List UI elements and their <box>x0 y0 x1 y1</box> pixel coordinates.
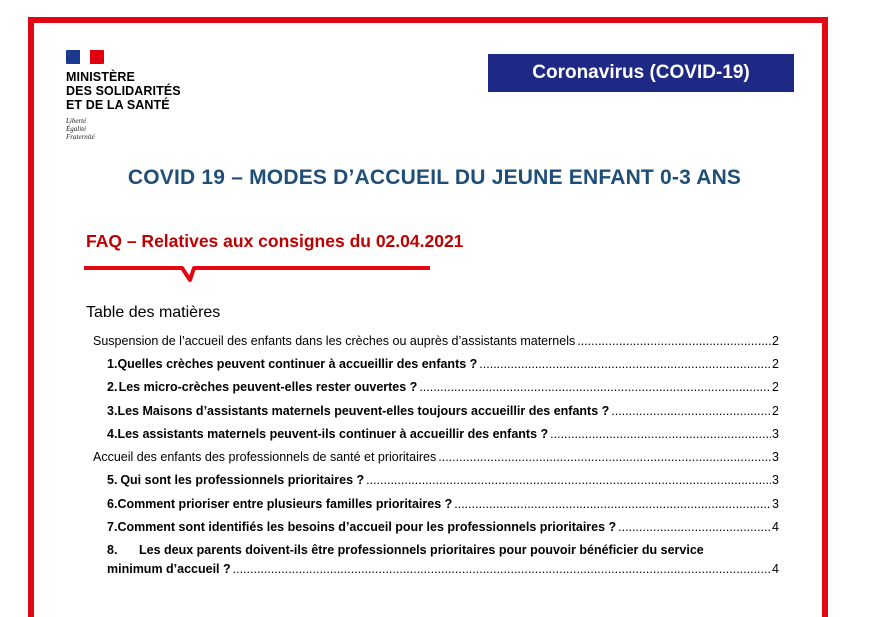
ministry-line: DES SOLIDARITÉS <box>66 84 181 98</box>
toc-entry-text: minimum d’accueil ? <box>107 562 231 576</box>
toc-leader <box>577 333 771 349</box>
toc-item[interactable] <box>107 472 779 488</box>
toc-entry-text: Comment sont identifiés les besoins d’accueil pour les professionnels prioritaires ? <box>117 520 617 534</box>
toc-leader <box>438 449 771 465</box>
republic-motto <box>66 117 181 141</box>
toc-page-number: 2 <box>772 334 779 348</box>
toc-section[interactable] <box>93 333 779 349</box>
marianne-flag-icon <box>66 48 181 66</box>
toc-item-number: 7. <box>107 520 118 534</box>
toc-section[interactable] <box>93 449 779 465</box>
toc-item-continuation[interactable] <box>107 561 779 577</box>
toc-item-number: 5. <box>107 473 118 487</box>
toc-entry-text: Les assistants maternels peuvent-ils continuer à accueillir des enfants ? <box>117 427 549 441</box>
toc-leader <box>419 379 771 395</box>
toc-item[interactable] <box>107 356 779 372</box>
toc-page-number: 4 <box>772 520 779 534</box>
toc-page-number: 3 <box>772 497 779 511</box>
toc-item[interactable] <box>107 379 779 395</box>
ministry-line: ET DE LA SANTÉ <box>66 98 170 112</box>
motto-line: Fraternité <box>66 133 95 141</box>
toc-entry-text: Les deux parents doivent-ils être professionnels prioritaires pour pouvoir bénéficier du service <box>139 543 704 557</box>
toc-page-number: 3 <box>772 450 779 464</box>
faq-subtitle: FAQ – Relatives aux consignes du 02.04.2021 <box>86 231 464 251</box>
toc-page-number: 2 <box>772 380 779 394</box>
toc-page-number: 3 <box>772 427 779 441</box>
toc-leader <box>479 356 771 372</box>
toc-item[interactable] <box>107 403 779 419</box>
document-title: COVID 19 – MODES D’ACCUEIL DU JEUNE ENFANT 0-3 ANS <box>127 166 742 189</box>
ministry-line: MINISTÈRE <box>66 70 135 84</box>
toc-leader <box>550 426 771 442</box>
toc-item-number: 4. <box>107 427 118 441</box>
toc-item-number: 2. <box>107 380 118 394</box>
toc-item[interactable] <box>107 426 779 442</box>
ministry-name <box>66 70 181 112</box>
toc-item[interactable] <box>107 496 779 512</box>
toc-entry-text: Les Maisons d’assistants maternels peuvent-elles toujours accueillir des enfants ? <box>117 404 610 418</box>
toc-leader <box>611 403 771 419</box>
toc-item[interactable] <box>107 519 779 535</box>
toc-leader <box>618 519 771 535</box>
toc-item-number: 1. <box>107 357 118 371</box>
toc-page-number: 3 <box>772 473 779 487</box>
toc-entry-text: Quelles crèches peuvent continuer à accueillir des enfants ? <box>117 357 478 371</box>
toc-item-number: 6. <box>107 497 118 511</box>
toc-item[interactable] <box>107 542 779 558</box>
toc-leader <box>233 561 771 577</box>
covid-banner: Coronavirus (COVID-19) <box>488 54 794 92</box>
toc-page-number: 2 <box>772 357 779 371</box>
toc-page-number: 2 <box>772 404 779 418</box>
faq-underline-decoration <box>84 262 434 286</box>
toc-item-number: 3. <box>107 404 118 418</box>
toc-entry-text: Qui sont les professionnels prioritaires ? <box>120 473 365 487</box>
toc-leader <box>366 472 771 488</box>
toc-heading: Table des matières <box>86 304 221 321</box>
toc-entry-text: Accueil des enfants des professionnels de santé et prioritaires <box>93 450 437 464</box>
toc-entry-text: Les micro-crèches peuvent-elles rester ouvertes ? <box>118 380 418 394</box>
toc-entry-text: Comment prioriser entre plusieurs familles prioritaires ? <box>117 497 453 511</box>
toc-entry-text: Suspension de l’accueil des enfants dans les crèches ou auprès d’assistants maternels <box>93 334 576 348</box>
toc-leader <box>454 496 771 512</box>
toc-page-number: 4 <box>772 562 779 576</box>
motto-line: Liberté <box>66 117 87 125</box>
toc-item-number: 8. <box>107 543 118 557</box>
ministry-logo <box>66 48 181 141</box>
motto-line: Égalité <box>66 125 87 133</box>
